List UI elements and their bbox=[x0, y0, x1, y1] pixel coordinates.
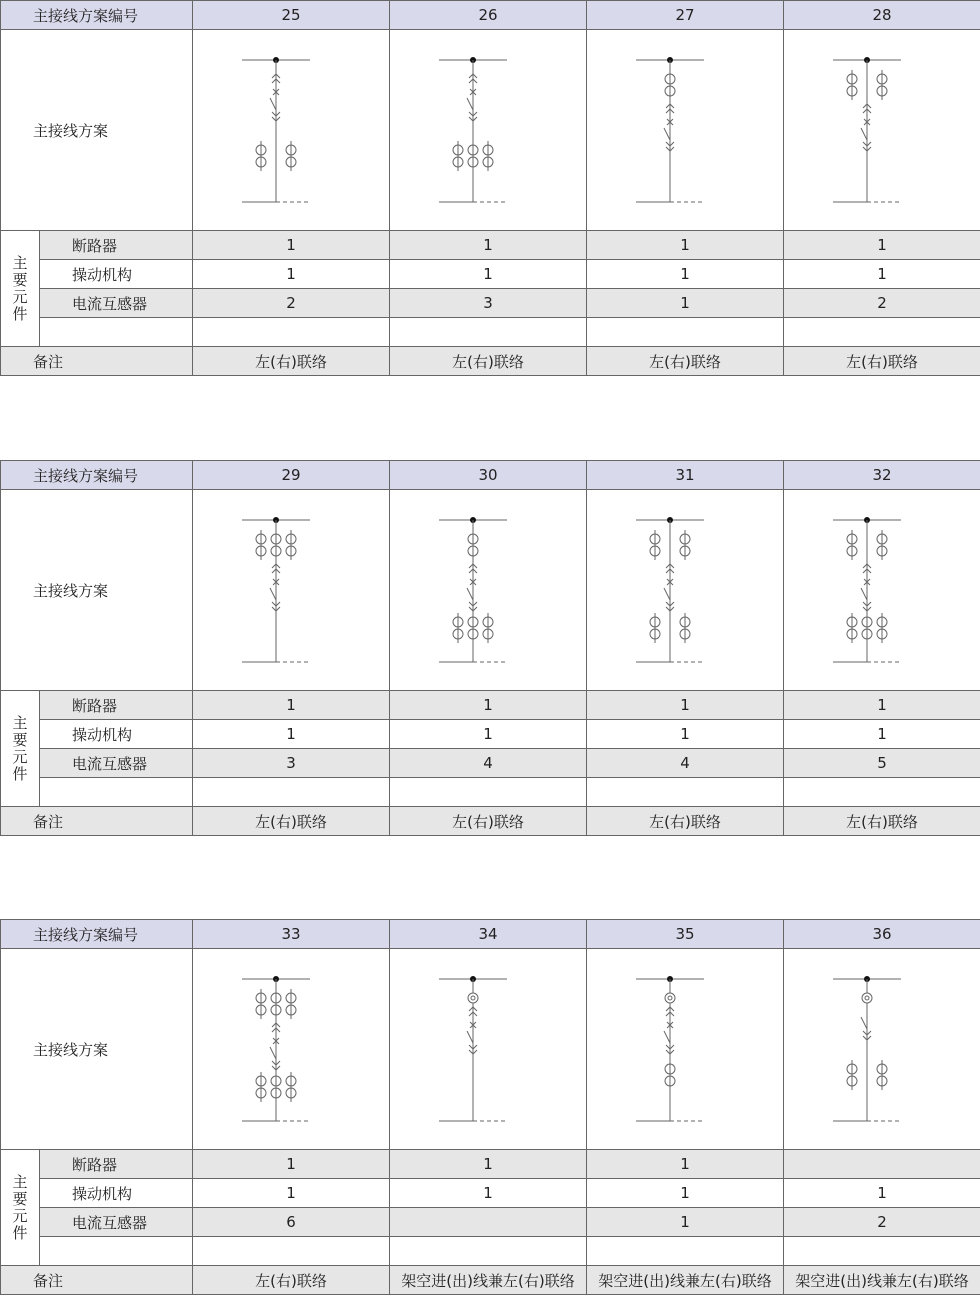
current-transformer-icon bbox=[877, 530, 887, 560]
number-header-label: 主接线方案编号 bbox=[1, 461, 193, 490]
blank-cell bbox=[784, 1237, 980, 1266]
scheme-number: 31 bbox=[587, 461, 784, 490]
remark-label: 备注 bbox=[1, 807, 193, 836]
single-line-diagram bbox=[216, 969, 366, 1129]
scheme-number: 30 bbox=[390, 461, 587, 490]
wiring-diagram-cell bbox=[784, 490, 980, 691]
breaker-count: 1 bbox=[193, 1150, 390, 1179]
current-transformer-icon bbox=[680, 530, 690, 560]
current-transformer-icon bbox=[468, 613, 478, 643]
breaker-icon bbox=[861, 564, 871, 611]
mechanism-count: 1 bbox=[587, 720, 784, 749]
breaker-icon bbox=[664, 1007, 674, 1054]
single-line-diagram bbox=[610, 510, 760, 670]
mechanism-count: 1 bbox=[587, 260, 784, 289]
current-transformer-icon bbox=[468, 530, 478, 560]
header-row bbox=[1, 1, 980, 30]
ct-label: 电流互感器 bbox=[40, 289, 193, 318]
mechanism-count: 1 bbox=[587, 1179, 784, 1208]
ct-count: 6 bbox=[193, 1208, 390, 1237]
remark-label: 备注 bbox=[1, 1266, 193, 1295]
ct-count: 1 bbox=[587, 1208, 784, 1237]
header-row bbox=[1, 920, 980, 949]
breaker-count: 1 bbox=[390, 691, 587, 720]
breaker-icon bbox=[467, 74, 477, 121]
scheme-label: 主接线方案 bbox=[1, 949, 193, 1150]
blank-label bbox=[40, 1237, 193, 1266]
blank-cell bbox=[193, 778, 390, 807]
scheme-number: 29 bbox=[193, 461, 390, 490]
ct-count: 2 bbox=[784, 1208, 980, 1237]
current-transformer-icon bbox=[877, 613, 887, 643]
remark-value: 左(右)联络 bbox=[193, 347, 390, 376]
mechanism-label: 操动机构 bbox=[40, 1179, 193, 1208]
blank-row bbox=[1, 1237, 980, 1266]
voltage-transformer-icon bbox=[468, 993, 478, 1003]
scheme-number: 25 bbox=[193, 1, 390, 30]
wiring-diagram-cell bbox=[193, 490, 390, 691]
blank-cell bbox=[587, 1237, 784, 1266]
breaker-icon bbox=[270, 74, 280, 121]
breaker-icon bbox=[467, 564, 477, 611]
load-switch-icon bbox=[861, 1017, 871, 1040]
mechanism-count: 1 bbox=[390, 1179, 587, 1208]
scheme-number: 34 bbox=[390, 920, 587, 949]
current-transformer-icon bbox=[256, 1072, 266, 1102]
current-transformer-icon bbox=[256, 989, 266, 1019]
current-transformer-icon bbox=[877, 70, 887, 100]
breaker-icon bbox=[664, 104, 674, 151]
number-header-label: 主接线方案编号 bbox=[1, 920, 193, 949]
wiring-diagram-cell bbox=[587, 949, 784, 1150]
breaker-icon bbox=[664, 564, 674, 611]
current-transformer-icon bbox=[256, 530, 266, 560]
scheme-number: 28 bbox=[784, 1, 980, 30]
diagram-row bbox=[1, 949, 980, 1150]
scheme-number: 32 bbox=[784, 461, 980, 490]
blank-cell bbox=[390, 318, 587, 347]
scheme-number: 33 bbox=[193, 920, 390, 949]
single-line-diagram bbox=[610, 969, 760, 1129]
breaker-count: 1 bbox=[193, 231, 390, 260]
current-transformer-icon bbox=[453, 613, 463, 643]
breaker-count: 1 bbox=[784, 691, 980, 720]
current-transformer-icon bbox=[650, 530, 660, 560]
mechanism-count: 1 bbox=[390, 260, 587, 289]
breaker-count: 1 bbox=[390, 231, 587, 260]
mechanism-count: 1 bbox=[193, 1179, 390, 1208]
blank-cell bbox=[587, 318, 784, 347]
wiring-diagram-cell bbox=[784, 30, 980, 231]
wiring-diagram-cell bbox=[784, 949, 980, 1150]
mechanism-row bbox=[1, 260, 980, 289]
blank-cell bbox=[193, 1237, 390, 1266]
breaker-count: 1 bbox=[587, 1150, 784, 1179]
mechanism-count: 1 bbox=[193, 260, 390, 289]
current-transformer-icon bbox=[847, 613, 857, 643]
ct-count: 5 bbox=[784, 749, 980, 778]
ct-row bbox=[1, 749, 980, 778]
blank-cell bbox=[784, 778, 980, 807]
main-parts-label: 主要元件 bbox=[1, 691, 40, 807]
current-transformer-icon bbox=[847, 70, 857, 100]
remark-value: 左(右)联络 bbox=[587, 347, 784, 376]
scheme-number: 26 bbox=[390, 1, 587, 30]
current-transformer-icon bbox=[483, 613, 493, 643]
diagram-row bbox=[1, 490, 980, 691]
mechanism-count: 1 bbox=[193, 720, 390, 749]
scheme-number: 35 bbox=[587, 920, 784, 949]
remark-value: 左(右)联络 bbox=[587, 807, 784, 836]
header-row bbox=[1, 461, 980, 490]
mechanism-label: 操动机构 bbox=[40, 260, 193, 289]
blank-label bbox=[40, 318, 193, 347]
current-transformer-icon bbox=[680, 613, 690, 643]
wiring-diagram-cell bbox=[390, 949, 587, 1150]
remark-row bbox=[1, 1266, 980, 1295]
breaker-count: 1 bbox=[390, 1150, 587, 1179]
current-transformer-icon bbox=[847, 530, 857, 560]
current-transformer-icon bbox=[286, 141, 296, 171]
breaker-row bbox=[1, 691, 980, 720]
main-parts-label: 主要元件 bbox=[1, 1150, 40, 1266]
mechanism-row bbox=[1, 1179, 980, 1208]
breaker-icon bbox=[270, 564, 280, 611]
breaker-count bbox=[784, 1150, 980, 1179]
breaker-count: 1 bbox=[587, 691, 784, 720]
mechanism-count: 1 bbox=[784, 1179, 980, 1208]
remark-value: 左(右)联络 bbox=[193, 807, 390, 836]
wiring-diagram-cell bbox=[390, 30, 587, 231]
mechanism-count: 1 bbox=[390, 720, 587, 749]
wiring-diagram-cell bbox=[193, 949, 390, 1150]
remark-row bbox=[1, 347, 980, 376]
breaker-count: 1 bbox=[587, 231, 784, 260]
blank-cell bbox=[193, 318, 390, 347]
ct-row bbox=[1, 289, 980, 318]
remark-value: 左(右)联络 bbox=[784, 347, 980, 376]
current-transformer-icon bbox=[665, 70, 675, 100]
breaker-icon bbox=[861, 104, 871, 151]
current-transformer-icon bbox=[271, 989, 281, 1019]
current-transformer-icon bbox=[483, 141, 493, 171]
ct-row bbox=[1, 1208, 980, 1237]
ct-count: 1 bbox=[587, 289, 784, 318]
breaker-label: 断路器 bbox=[40, 691, 193, 720]
single-line-diagram bbox=[413, 510, 563, 670]
breaker-label: 断路器 bbox=[40, 231, 193, 260]
current-transformer-icon bbox=[862, 613, 872, 643]
ct-label: 电流互感器 bbox=[40, 749, 193, 778]
single-line-diagram bbox=[216, 510, 366, 670]
single-line-diagram bbox=[807, 50, 957, 210]
single-line-diagram bbox=[610, 50, 760, 210]
current-transformer-icon bbox=[286, 1072, 296, 1102]
scheme-table bbox=[0, 919, 980, 1295]
current-transformer-icon bbox=[286, 989, 296, 1019]
wiring-diagram-cell bbox=[193, 30, 390, 231]
mechanism-count: 1 bbox=[784, 260, 980, 289]
remark-row bbox=[1, 807, 980, 836]
blank-cell bbox=[784, 318, 980, 347]
breaker-count: 1 bbox=[784, 231, 980, 260]
mechanism-count: 1 bbox=[784, 720, 980, 749]
current-transformer-icon bbox=[453, 141, 463, 171]
blank-cell bbox=[390, 1237, 587, 1266]
ct-count: 2 bbox=[784, 289, 980, 318]
scheme-label: 主接线方案 bbox=[1, 490, 193, 691]
voltage-transformer-icon bbox=[862, 993, 872, 1003]
blank-row bbox=[1, 318, 980, 347]
main-parts-label: 主要元件 bbox=[1, 231, 40, 347]
ct-count bbox=[390, 1208, 587, 1237]
wiring-diagram-cell bbox=[390, 490, 587, 691]
remark-value: 左(右)联络 bbox=[193, 1266, 390, 1295]
ct-count: 3 bbox=[193, 749, 390, 778]
scheme-number: 36 bbox=[784, 920, 980, 949]
current-transformer-icon bbox=[468, 141, 478, 171]
ct-count: 4 bbox=[390, 749, 587, 778]
single-line-diagram bbox=[216, 50, 366, 210]
ct-label: 电流互感器 bbox=[40, 1208, 193, 1237]
scheme-number: 27 bbox=[587, 1, 784, 30]
current-transformer-icon bbox=[650, 613, 660, 643]
wiring-diagram-cell bbox=[587, 30, 784, 231]
blank-cell bbox=[587, 778, 784, 807]
breaker-icon bbox=[467, 1007, 477, 1054]
remark-value: 架空进(出)线兼左(右)联络 bbox=[390, 1266, 587, 1295]
current-transformer-icon bbox=[256, 141, 266, 171]
remark-label: 备注 bbox=[1, 347, 193, 376]
scheme-table bbox=[0, 460, 980, 836]
breaker-count: 1 bbox=[193, 691, 390, 720]
ct-count: 2 bbox=[193, 289, 390, 318]
voltage-transformer-icon bbox=[665, 993, 675, 1003]
current-transformer-icon bbox=[877, 1060, 887, 1090]
blank-row bbox=[1, 778, 980, 807]
diagram-row bbox=[1, 30, 980, 231]
mechanism-label: 操动机构 bbox=[40, 720, 193, 749]
scheme-table bbox=[0, 0, 980, 376]
breaker-row bbox=[1, 1150, 980, 1179]
breaker-label: 断路器 bbox=[40, 1150, 193, 1179]
remark-value: 左(右)联络 bbox=[390, 347, 587, 376]
current-transformer-icon bbox=[286, 530, 296, 560]
mechanism-row bbox=[1, 720, 980, 749]
breaker-icon bbox=[270, 1023, 280, 1070]
remark-value: 架空进(出)线兼左(右)联络 bbox=[587, 1266, 784, 1295]
single-line-diagram bbox=[807, 510, 957, 670]
ct-count: 3 bbox=[390, 289, 587, 318]
remark-value: 左(右)联络 bbox=[390, 807, 587, 836]
current-transformer-icon bbox=[271, 1072, 281, 1102]
single-line-diagram bbox=[807, 969, 957, 1129]
number-header-label: 主接线方案编号 bbox=[1, 1, 193, 30]
blank-cell bbox=[390, 778, 587, 807]
current-transformer-icon bbox=[271, 530, 281, 560]
current-transformer-icon bbox=[665, 1060, 675, 1090]
single-line-diagram bbox=[413, 50, 563, 210]
remark-value: 左(右)联络 bbox=[784, 807, 980, 836]
blank-label bbox=[40, 778, 193, 807]
ct-count: 4 bbox=[587, 749, 784, 778]
breaker-row bbox=[1, 231, 980, 260]
single-line-diagram bbox=[413, 969, 563, 1129]
current-transformer-icon bbox=[847, 1060, 857, 1090]
wiring-diagram-cell bbox=[587, 490, 784, 691]
scheme-label: 主接线方案 bbox=[1, 30, 193, 231]
remark-value: 架空进(出)线兼左(右)联络 bbox=[784, 1266, 980, 1295]
